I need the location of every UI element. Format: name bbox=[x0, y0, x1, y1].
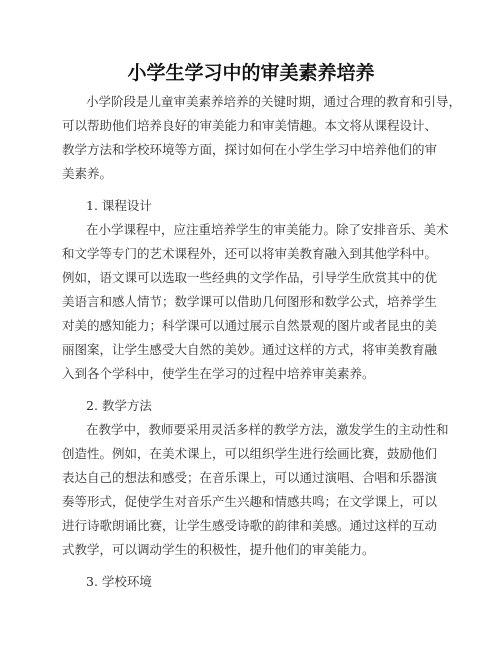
section-heading: 2. 教学方法 bbox=[86, 398, 152, 413]
section-line: 奏等形式，促使学生对音乐产生兴趣和情感共鸣；在文学课上，可以 bbox=[62, 494, 438, 509]
section-line: 在小学课程中，应注重培养学生的审美能力。除了安排音乐、美术 bbox=[86, 222, 449, 237]
intro-line: 可以帮助他们培养良好的审美能力和审美情趣。本文将从课程设计、 bbox=[62, 118, 438, 133]
section-line: 创造性。例如，在美术课上，可以组织学生进行绘画比赛，鼓励他们 bbox=[62, 446, 438, 461]
intro-line: 美素养。 bbox=[62, 166, 113, 181]
intro-line: 教学方法和学校环境等方面，探讨如何在小学生学习中培养他们的审 bbox=[62, 142, 438, 157]
document-title: 小学生学习中的审美素养培养 bbox=[127, 62, 375, 84]
section-line: 表达自己的想法和感受；在音乐课上，可以通过演唱、合唱和乐器演 bbox=[62, 470, 438, 485]
section-line: 丽图案，让学生感受大自然的美妙。通过这样的方式，将审美教育融 bbox=[62, 342, 438, 357]
section-heading: 3. 学校环境 bbox=[86, 574, 152, 589]
section-line: 对美的感知能力；科学课可以通过展示自然景观的图片或者昆虫的美 bbox=[62, 318, 438, 333]
intro-line: 小学阶段是儿童审美素养培养的关键时期，通过合理的教育和引导， bbox=[86, 94, 462, 109]
section-line: 进行诗歌朗诵比赛，让学生感受诗歌的韵律和美感。通过这样的互动 bbox=[62, 518, 438, 533]
section-heading: 1. 课程设计 bbox=[86, 198, 152, 213]
section-line: 美语言和感人情节；数学课可以借助几何图形和数学公式，培养学生 bbox=[62, 294, 438, 309]
section-line: 式教学，可以调动学生的积极性，提升他们的审美能力。 bbox=[62, 542, 375, 557]
section-line: 入到各个学科中，使学生在学习的过程中培养审美素养。 bbox=[62, 366, 375, 381]
section-line: 例如，语文课可以选取一些经典的文学作品，引导学生欣赏其中的优 bbox=[62, 270, 438, 285]
section-line: 在教学中，教师要采用灵活多样的教学方法，激发学生的主动性和 bbox=[86, 422, 449, 437]
section-line: 和文学等专门的艺术课程外，还可以将审美教育融入到其他学科中。 bbox=[62, 246, 438, 261]
